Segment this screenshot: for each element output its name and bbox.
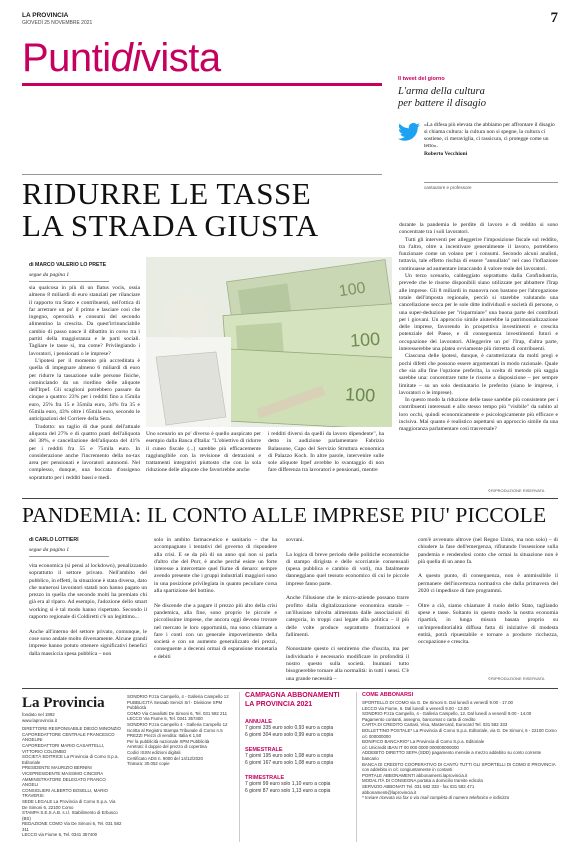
article2-title: PANDEMIA: IL CONTO ALLE IMPRESE PIU' PICCOLE: [22, 503, 547, 527]
semi-row: 6 giorni 167 euro solo 1,08 euro a copia: [245, 760, 334, 766]
how-to-line: SERVIZIO ABBONATI Tel. 031 582 333 - fax 031 582 471: [362, 783, 475, 789]
colophon-line: DIRETTORE RESPONSABILE DIEGO MINONZIO: [22, 726, 121, 732]
article1-col2-text: Uno scenario un po' diverso è quello auspicato per esempio dalla Banca d'Italia: "L'obiettivo di ridurre il cuneo fiscale (...) sarebbe più efficacemente raggiungibile con la revisione di detrazioni e trattamenti integrativi piuttosto che con la sola riduzione delle aliquote che favorirebbe anche: [146, 431, 261, 474]
article2-col3: sovrani. La logica di breve periodo delle politiche economiche di stampo dirigista e delle scorciatoie consensuali (spesa pubblica e cambio di voti), ma fatalmente danneggiano quel tessuto economico di cui le piccole imprese fanno parte. Anche l'illusione che le micro-aziende possano trarre profitto dalla digitalizzazione economica statale – un'illusione talvolta alimentata dalle associazioni di categoria, in troppi casi legate alla politica – il più delle volte produce soprattutto frustrazioni e fallimenti. Nonostante questo ci sentiremo che d'uscita, ma per individuarlo è necessario modificare in profondità il nostro questo sulla società. Inumani tutto bisognerebbe tornare alla normalità: in tutti i sensi. C'è una grande necessità –: [286, 537, 409, 682]
article1-col3: [268, 431, 384, 475]
semi-row: 7 giorni 195 euro solo 1,08 euro a copia: [245, 753, 334, 759]
footer-divider: [22, 688, 558, 689]
article-divider: [22, 498, 558, 499]
how-to-title: COME ABBONARSI: [362, 692, 414, 698]
colophon-line: SOCIETÀ EDITRICE La Provincia di Como S.p.a. Editoriale: [22, 754, 119, 765]
how-to-line: abbonamenti@laprovincia.it: [362, 789, 417, 795]
article2-col4: com'è avvenuto altrove (nel Regno Unito, ma non solo) – di chiudere la fase dell'emergenza, rifiutando l'ossessione sulla pandemia e rendendosi conto che ormai la situazione non è più quella di un anno fa. A questo punto, di conseguenza, non è ammissibile il permanere dell'incertezza normativa che dalla primavera del 2020 ci impedisce di fare programmi. Oltre a ciò, siamo chiamare il ruolo dello Stato, tagliando spese e tasse. Soltanto in questo modo la nostra economia ripartirà, in lunga misura basata proprio su un'imprenditorialità diffusa fatta di iniziative di modesta entità, potrà ripuestabile e tornare a produrre ricchezza, occupazione e crescita.: [418, 537, 558, 646]
article2-rights: ©RIPRODUZIONE RISERVATA: [488, 676, 545, 681]
svg-text:100: 100: [337, 279, 367, 301]
annual-row: 6 giorni 304 euro solo 0,99 euro a copia: [245, 732, 334, 738]
how-to-line: BOLLETTINO POSTALE* La Provincia di Como S.p.a. Editoriale, via G. De Simoni, 6 - 22100 Como c/c 000000000: [362, 727, 557, 739]
article1-col3-text: i redditi diversi da quelli da lavoro dipendente", ha detto in audizione parlamentare Fabrizio Balassone, Capo del Servizio Struttura economica di Palazzo Koch. In altre parole, intervenire sulle sole aliquote Irpef avrebbe lo svantaggio di non fare differenza tra lavoratori e pensionati, mentre: [268, 431, 384, 474]
colophon-mid-line: Arretrati: il doppio del prezzo di copertina: [127, 744, 207, 750]
colophon-mid-line: SONDRIO P.zza Campello 4 - Galleria Campello 12: [127, 721, 228, 727]
page-number: 7: [550, 10, 558, 26]
byline-rule-2: [29, 556, 109, 557]
article1-continued: segue da pagina 1: [29, 272, 70, 278]
twitter-bird-icon: [398, 122, 420, 142]
tweet-author: Roberto Vecchioni: [424, 151, 468, 157]
colophon-line: REDAZIONE COMO Via De Simoni 6, Tel. 031 582 311: [22, 821, 122, 832]
article2-col1: vita economica (si pensi al lockdown), penalizzando soprattutto il settore privato. Nell'ambito del pubblico, in effetti, la situazione è stata diversa, dato che numerosi lavoratori statali non hanno pagato un prezzo in quella che secondo molti ha premiato chi già era al riparo. Ad esempio, l'adozione dello smart working si è tal modo hanno rispettato. Secondo il rapporto regionale di Coldiretti c'è un legittimo... Anche all'interno del settore privato, comunque, le cose sono andate molto diversamente. Alcune grandi imprese hanno potuto ottenere significativi benefici dalla massiccia spesa pubblica – non: [29, 563, 147, 657]
tweet-kicker: Il tweet del giorno: [398, 76, 445, 82]
quarter-heading: TRIMESTRALE: [245, 775, 285, 781]
colophon-line: CAPOREDATTORE CENTRALE FRANCESCO ANGELINI: [22, 731, 115, 743]
colophon-mid: [127, 694, 235, 839]
colophon-mid-line: Per la pubblicità nazionale SPM Pubblicità: [127, 738, 210, 744]
paper-name: LA PROVINCIA: [22, 12, 69, 19]
colophon-mid-line: Iscritta al Registro Stampa Tribunale di Como n.5: [127, 727, 223, 733]
article1-col1-p1: sia qualcosa in più di un flatus vocis, ossia almeno 8 miliardi di euro stanziati per rilanciare il rapporto tra Stato e contribuenti, nell'ottica di far arretrare un po' il primo e lasciare così che ingegno, operosità e consumi del secondo alimentino la crescita. Da quest'irrinunciabile cambio di passo nasce il dibattito in corso tra i partiti della maggioranza e le parti sociali. Tagliare le tasse sì, ma come? Privilegiando i lavoratori, i pensionati o le imprese?: [29, 285, 140, 357]
colophon-mid-line: COMO Via Cavallotti De Simoni 6, Tel. 031 582 211: [127, 710, 228, 716]
article1-rights: ©RIPRODUZIONE RISERVATA: [488, 488, 545, 493]
annual-heading: ANNUALE: [245, 719, 272, 725]
colophon-mid-line: LECCO Via Fiume 6, Tel. 0341 357400: [127, 716, 203, 722]
how-to-line: LECCO via Fiume, 6. Dal lunedì a venerdì 9.00 - 13.00: [362, 705, 469, 711]
section-title-part-3: vista: [140, 36, 221, 80]
tweet-headline-1: L'arma della cultura: [398, 86, 485, 97]
euro-banknotes-photo: [146, 257, 392, 427]
subscription-title: CAMPAGNA ABBONAMENTI LA PROVINCIA 2021: [245, 692, 340, 708]
colophon-line: LECCO via Fiume 6, Tel. 0341 357400: [22, 832, 98, 838]
tweet-footer: cantautore e professore: [424, 185, 472, 190]
colophon-line: CAPOREDATTORI MARIO CASARTELLI, VITTORIO COLOMBO: [22, 742, 105, 754]
article1-byline: di MARCO VALERIO LO PRETE: [29, 262, 107, 268]
how-to-line: c/c Unicredit IBAN IT 00 000 0000 000000000000: [362, 744, 459, 750]
annual-row: 7 giorni 335 euro solo 0,93 euro a copia: [245, 725, 334, 731]
quarter-row: 7 giorni 99 euro solo 1,10 euro a copia: [245, 781, 331, 787]
article1-col1-p2: L'ipotesi per il momento più accreditata è quella di impegnare almeno 6 miliardi di euro per ridurre la tassazione sulle persone fisiche, cominciando da un riordino delle aliquote dell'Irpef. Gli scaglioni potrebbero passare da cinque a quattro: 23% per i redditi fino a 15mila euro, 25% fra 15 e 35mila euro, 34% fra 35 e 65mila euro, 43% oltre i 65mila euro, secondo le anticipazioni del Corriere della Sera.: [29, 357, 140, 423]
tweet-box: [398, 76, 558, 211]
colophon-website: www.laprovincia.it: [22, 717, 57, 723]
colophon-line: STAMPA S.E.S.A.B. s.r.l. Stabilimento di Erbusco (BS): [22, 810, 118, 821]
colophon: [22, 694, 122, 839]
article1-col4-p1: durante la pandemia le perdite di lavoro e di reddito si sono concentrate tra i soli lavoratori.: [399, 222, 558, 236]
colophon-founded: fondato nel 1892: [22, 712, 55, 717]
tweet-body: [424, 122, 558, 157]
semi-heading: SEMESTRALE: [245, 747, 283, 753]
quarter-row: 6 giorni 87 euro solo 1,13 euro a copia: [245, 788, 331, 794]
article1-col4: [399, 222, 558, 434]
how-to-line: * Inviare ricevuta via fax o via mail completa di numero telefonico e indirizzo: [362, 795, 510, 801]
colophon-mid-line: Tiratura: 30.052 copie: [127, 761, 170, 767]
article2-continued: segue da pagina 1: [29, 547, 70, 553]
how-to-line: SPORTELLO DI COMO via G. De Simoni 6. Dal lunedì a venerdì 9.00 - 17.00: [362, 700, 513, 705]
colophon-line: CONSIGLIERI ALBERTO BOSELLI, MARIO TRAVERSI: [22, 787, 108, 799]
article2-byline: di CARLO LOTTIERI: [29, 537, 79, 543]
issue-date: GIOVEDÌ 25 NOVEMBRE 2021: [22, 20, 93, 26]
subscription-box: [239, 692, 351, 842]
divider: [22, 174, 382, 175]
tweet-rule: [424, 182, 558, 183]
tweet-quote: «La difesa più elevata che abbiamo per affrontare il disagio si chiama cultura: la cultura non si spegne, la cultura ci sostiene, ci meraviglia, ci rassicura, ci protegge come un tetto».: [424, 122, 555, 149]
how-to-line: MODALITÀ DI CONSEGNA portata a domicilio tramite edicola: [362, 778, 483, 784]
colophon-mid-line: PREZZI Prezzi di vendita: Italia € 1,50: [127, 733, 202, 739]
colophon-mid-line: PUBBLICITÀ Sesaab Servizi Srl - Divisione SPM Pubblicità: [127, 699, 223, 711]
svg-text:100: 100: [349, 328, 381, 351]
article1-col4-p3: Un terzo scenario, caldeggiato soprattutto dalla Confindustria, prevede che le risorse disponibili siano utilizzate per abbattere l'Irap alle imprese. Gli 8 miliardi in manovra non bastano per l'abrogazione totale dell'imposta regionale, perciò si starebbe valutando una cancellazione secca per le sole ditte individuali e società di persone, o una super-deduzione per "risparmiare" una buona parte dei contributi per i giovani. Un approccio simile aiuterebbe la patrimonializzazione delle imprese, favorendo in prospettiva investimenti e crescita potenziale del Paese, e di conseguenza investimenti futuri e occupazione dei lavoratori. Alleggerire un po' l'Irap, d'altra parte, interesserebbe una platea ovviamente più ristretta di contribuenti.: [399, 273, 558, 353]
colophon-mid-line: Certificato ADS n. 9000 del 14/12/2020: [127, 755, 203, 761]
article1-col2: [146, 431, 261, 475]
how-to-line: SONDRIO P.zza Campello, 4 - Galleria Campello, 12. Dal lunedì a venerdì 9.00 - 14.00: [362, 711, 532, 717]
svg-text:100: 100: [344, 384, 376, 406]
byline-rule: [29, 281, 109, 282]
article1-col4-p4: Ciascuna delle ipotesi, dunque, è caratterizzata da molti pregi e pochi difetti che possono essere argomentati in modo razionale. Quale che sia alla fine l'opzione preferita, la scelta di metodo più saggia sarebbe una: concentrare tutte le risorse a disposizione – per sempre limitate – su un solo destinatario le preferito (siano le imprese, i lavoratori o le imprese).: [399, 353, 558, 396]
section-title: [22, 36, 221, 80]
colophon-mid-line: SONDRIO P.zza Campello, 4 - Galleria Campello 12: [127, 694, 229, 699]
article1-title-line-2: LA STRADA GIUSTA: [22, 208, 319, 243]
article2-col2: solo in ambito farmaceutico e sanitario – che ha accompagnato i tentativi del governo di rispondere alla crisi. E se da più di un anno qui non si parla d'altro che del Pnrr, è anche perché esiste un forte interesse a intercettare quel fiume di denaro: sempre avendo presente che i gruppi industriali maggiori sono in una posizione privilegiata in quanto peculiare corsa alla spartizione del bottino. Ne discende che a pagare il prezzo più alto della crisi pandemica, alla fine, sono proprio le piccole e piccolissime imprese, che ancora oggi devono trovare nel mercato le loro opportunità, ma sono chiamate a fare i conti con un generale impoverimento della società e con un aumento generalizzato dei prezzi, conseguente a decenni ormai di espansione monetaria e debiti: [154, 537, 277, 660]
how-to-line: BANCA DI CREDITO COOPERATIVO DI CANTÙ TUTTI GLI SPORTELLI DI COMO E PROVINCIA con addebito in c/c congiuntamente in contanti: [362, 761, 556, 773]
tweet-headline-2: per battere il disagio: [398, 98, 486, 109]
how-to-line: Pagamento contanti, assegno, bancomat o carta di credito: [362, 716, 476, 722]
how-to-line: BONIFICO BANCARIO* La Provincia di Como S.p.a. Editoriale: [362, 739, 485, 745]
how-to-line: ADDEBITO DIRETTO SEPA (SDD) pagamento mensile a mezzo addebito su conto corrente bancario: [362, 750, 542, 761]
article1-col1-p3: Tradotto: un taglio di due punti dell'attuale aliquota del 27% e di quattro punti dell'aliquota del 38%, e cancellazione dell'aliquota del 41% per i redditi fra 55 e 75mila euro. In considerazione anche l'incremento della no-tax area per pensionati e lavoratori autonomi. Nel complesso, dunque, una boccata d'ossigeno soprattutto per i redditi bassi e medi.: [29, 423, 140, 481]
article1-col4-p5: In questo modo la riduzione delle tasse sarebbe più consistente per i contribuenti interessati e allo stesso tempo più "visibile" da subito al loro occhi, quindi economicamente e psicologicamente più efficace e incisiva. Mai quanto è realistico aspettarsi un approccio simile da una maggioranza parlamentare così trasversale?: [399, 397, 558, 433]
article1-col1: [29, 285, 140, 482]
colophon-line: VICEPRESIDENTE MASSIMO CINCERA: [22, 770, 104, 776]
section-title-part-1: Punti: [22, 36, 111, 80]
article1-col4-p2: Tutti gli interventi per alleggerire l'imposizione fiscale sul reddito, tra l'altro, oltre a incentivare generalmente il lavoro, potrebbero funzionare come un volano per i consumi. Secondo alcuni analisti, tuttavia, tale effetto rischia di essere "annullato" nel caso l'inflazione continuasse ad aumentare intaccando il valore reale dei lavoratori.: [399, 236, 558, 272]
newspaper-logo: La Provincia: [22, 695, 105, 711]
colophon-mid-line: Codici ISSN edizioni digitali: [127, 749, 181, 755]
section-rule: [22, 83, 382, 86]
how-to-line: CARTA DI CREDITO Cartasì, Visa, Mastercard, Eurocard Tel. 031 582 333: [362, 722, 508, 728]
colophon-line: PRESIDENTE MAURIZIO BERNINI: [22, 765, 92, 771]
section-title-part-2: di: [110, 36, 141, 80]
how-to-line: PORTALE ABBONAMENTI abbonamenti.laprovincia.it: [362, 772, 468, 778]
colophon-line: SEDE LEGALE La Provincia di Como S.p.a. Via De Simoni 6, 22100 Como: [22, 798, 116, 810]
colophon-line: AMMINISTRATORE DELEGATO FRANCO ANGELI: [22, 776, 106, 788]
article1-title-line-1: RIDURRE LE TASSE: [22, 176, 312, 211]
how-to-subscribe: [356, 692, 558, 842]
